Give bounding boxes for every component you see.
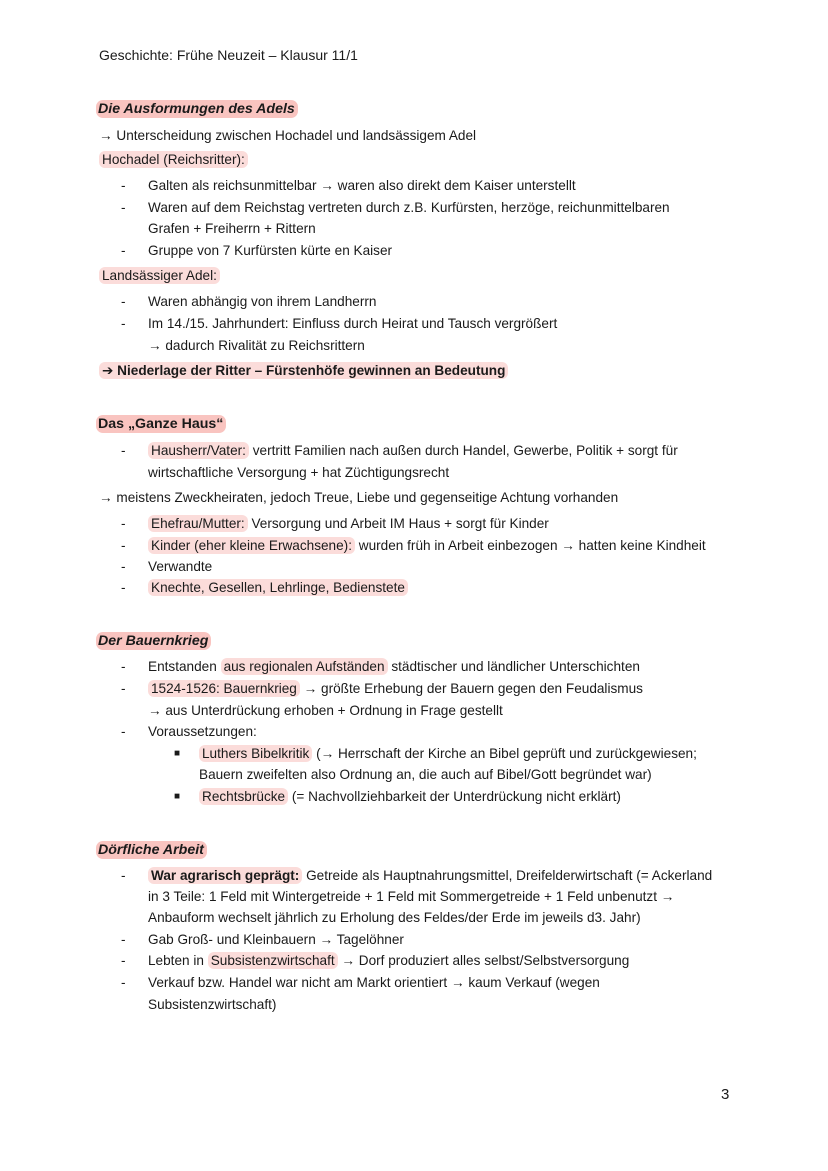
verwandte-item: Verwandte bbox=[148, 559, 213, 574]
arbeit-item-cont: Subsistenzwirtschaft) bbox=[148, 997, 277, 1012]
hochadel-item: Galten als reichsunmittelbar → waren also direkt dem Kaiser unterstellt bbox=[148, 178, 576, 193]
bauernkrieg-item: Entstanden aus regionalen Aufständen städtischer und ländlicher Unterschichten bbox=[148, 659, 640, 674]
arbeit-item: Verkauf bzw. Handel war nicht am Markt orientiert → kaum Verkauf (wegen bbox=[148, 975, 600, 990]
hausherr-item: Hausherr/Vater: vertritt Familien nach außen durch Handel, Gewerbe, Politik + sorgt für bbox=[148, 443, 678, 458]
page-header: Geschichte: Frühe Neuzeit – Klausur 11/1 bbox=[99, 47, 358, 63]
bullet: - bbox=[121, 932, 126, 947]
bauernkrieg-item: 1524-1526: Bauernkrieg → größte Erhebung der Bauern gegen den Feudalismus bbox=[148, 681, 643, 696]
hochadel-item: Gruppe von 7 Kurfürsten kürte en Kaiser bbox=[148, 243, 393, 258]
bullet: - bbox=[121, 868, 126, 883]
bullet: - bbox=[121, 953, 126, 968]
bullet: - bbox=[121, 559, 126, 574]
bauernkrieg-item: Voraussetzungen: bbox=[148, 724, 257, 739]
landsaessig-item: Waren abhängig von ihrem Landherrn bbox=[148, 294, 377, 309]
section-title-haus: Das „Ganze Haus“ bbox=[96, 416, 226, 432]
bauernkrieg-item-cont: → aus Unterdrückung erhoben + Ordnung in Frage gestellt bbox=[148, 703, 503, 718]
arbeit-item-cont: Anbauform wechselt jährlich zu Erholung des Feldes/der Erde im jeweils d3. Jahr) bbox=[148, 910, 641, 925]
bullet: - bbox=[121, 178, 126, 193]
ehefrau-item: Ehefrau/Mutter: Versorgung und Arbeit IM Haus + sorgt für Kinder bbox=[148, 516, 549, 531]
bullet: - bbox=[121, 659, 126, 674]
arbeit-item: Gab Groß- und Kleinbauern → Tagelöhner bbox=[148, 932, 404, 947]
kinder-item: Kinder (eher kleine Erwachsene): wurden früh in Arbeit einbezogen → hatten keine Kindheit bbox=[148, 538, 706, 553]
arbeit-item-cont: in 3 Teile: 1 Feld mit Wintergetreide + 1 Feld mit Sommergetreide + 1 Feld unbenutzt → bbox=[148, 889, 675, 904]
bullet: - bbox=[121, 200, 126, 215]
hochadel-item: Waren auf dem Reichstag vertreten durch z.B. Kurfürsten, herzöge, reichunmittelbaren bbox=[148, 200, 670, 215]
bullet: - bbox=[121, 681, 126, 696]
bullet: - bbox=[121, 975, 126, 990]
bullet: - bbox=[121, 294, 126, 309]
bullet: - bbox=[121, 724, 126, 739]
knechte-item: Knechte, Gesellen, Lehrlinge, Bedienstete bbox=[148, 580, 408, 595]
arbeit-item: War agrarisch geprägt: Getreide als Hauptnahrungsmittel, Dreifelderwirtschaft (= Ackerland bbox=[148, 868, 712, 883]
landsaessig-item: Im 14./15. Jahrhundert: Einfluss durch Heirat und Tausch vergrößert bbox=[148, 316, 558, 331]
bullet: - bbox=[121, 580, 126, 595]
bullet: - bbox=[121, 316, 126, 331]
bullet: - bbox=[121, 538, 126, 553]
bullet: - bbox=[121, 243, 126, 258]
haus-note: → meistens Zweckheiraten, jedoch Treue, Liebe und gegenseitige Achtung vorhanden bbox=[99, 490, 619, 505]
voraussetzung-item: Rechtsbrücke (= Nachvollziehbarkeit der Unterdrückung nicht erklärt) bbox=[199, 789, 621, 804]
landsaessig-label: Landsässiger Adel: bbox=[99, 268, 220, 283]
section-title-arbeit: Dörfliche Arbeit bbox=[96, 842, 207, 858]
arbeit-item: Lebten in Subsistenzwirtschaft → Dorf produziert alles selbst/Selbstversorgung bbox=[148, 953, 630, 968]
voraussetzung-item: Luthers Bibelkritik (→ Herrschaft der Kirche an Bibel geprüft und zurückgewiesen; bbox=[199, 746, 697, 761]
adel-conclusion: ➔ Niederlage der Ritter – Fürstenhöfe gewinnen an Bedeutung bbox=[99, 363, 508, 379]
page-number: 3 bbox=[721, 1086, 730, 1103]
voraussetzung-item-cont: Bauern zweifelten also Ordnung an, die auch auf Bibel/Gott begründet war) bbox=[199, 767, 652, 782]
hochadel-item-cont: Grafen + Freiherrn + Rittern bbox=[148, 221, 316, 236]
square-bullet: ■ bbox=[174, 791, 181, 802]
hausherr-item-cont: wirtschaftliche Versorgung + hat Züchtigungsrecht bbox=[148, 465, 450, 480]
landsaessig-item-cont: → dadurch Rivalität zu Reichsrittern bbox=[148, 338, 365, 353]
hochadel-label: Hochadel (Reichsritter): bbox=[99, 152, 248, 167]
adel-intro: → Unterscheidung zwischen Hochadel und landsässigem Adel bbox=[99, 128, 477, 143]
section-title-bauernkrieg: Der Bauernkrieg bbox=[96, 633, 211, 649]
square-bullet: ■ bbox=[174, 748, 181, 759]
bullet: - bbox=[121, 516, 126, 531]
bullet: - bbox=[121, 443, 126, 458]
section-title-adel: Die Ausformungen des Adels bbox=[96, 101, 298, 117]
